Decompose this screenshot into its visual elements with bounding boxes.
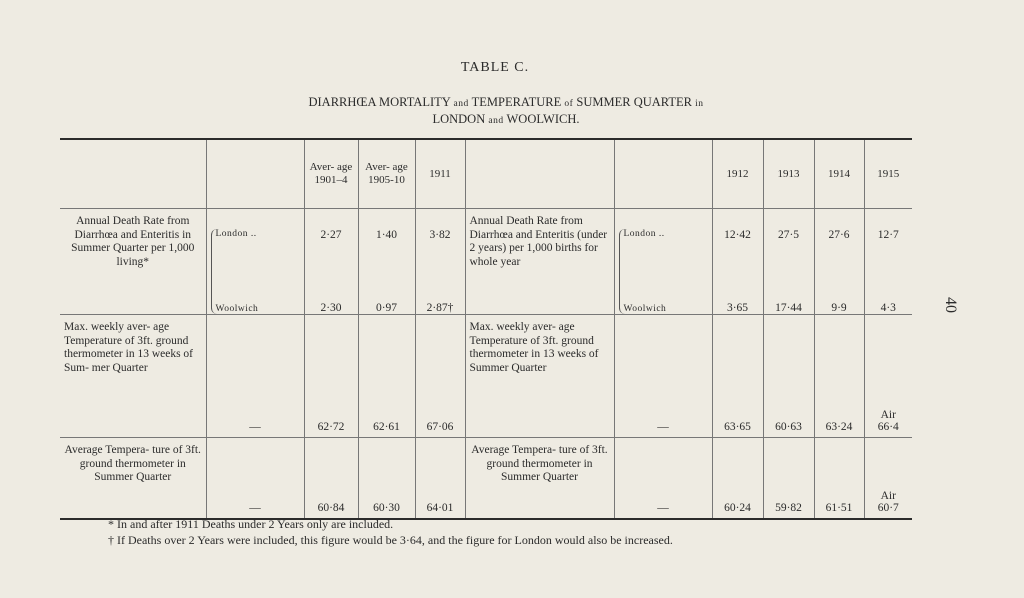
value-cell: 63·65 [712, 315, 763, 438]
value-cell [304, 209, 358, 315]
page-number: 40 [942, 297, 959, 313]
header-avg-1901-4: Aver- age 1901–4 [304, 139, 358, 209]
header-cell-blank [614, 139, 712, 209]
value-london: 27·5 [777, 229, 800, 241]
dash-cell: — [206, 315, 304, 438]
table-title: TABLE C. [460, 60, 530, 75]
subtitle-text: in [695, 99, 704, 109]
subtitle-text: of [564, 99, 574, 109]
value-stack [768, 229, 810, 314]
air-label: Air [880, 490, 896, 502]
row-label-death-rate: Annual Death Rate from Diarrhœa and Enteritis in Summer Quarter per 1,000 living* [60, 209, 206, 315]
value-stack [869, 229, 909, 314]
value-london: 1·40 [375, 229, 398, 241]
value-london: 12·42 [724, 229, 751, 241]
place-woolwich: Woolwich [623, 304, 667, 314]
table-subtitle [0, 95, 1012, 129]
value-woolwich: 17·44 [775, 302, 802, 314]
subtitle-line-1 [0, 95, 1012, 112]
place-london: London .. [215, 229, 257, 239]
value-cell: 61·51 [814, 438, 864, 520]
value-cell: 62·72 [304, 315, 358, 438]
value-cell: 60·63 [763, 315, 814, 438]
row-label-avg-temp-right: Average Tempera- ture of 3ft. ground thermometer in Summer Quarter [465, 438, 614, 520]
subtitle-text: WOOLWICH. [503, 112, 580, 126]
footnote-1: * In and after 1911 Deaths under 2 Years only are included. [108, 517, 394, 531]
value-cell [712, 209, 763, 315]
subtitle-text: SUMMER QUARTER [573, 95, 696, 109]
header-1913: 1913 [763, 139, 814, 209]
footnote-2: † If Deaths over 2 Years were included, this figure would be 3·64, and the figure for London would also be increased. [108, 533, 673, 547]
value-cell-air [864, 438, 912, 520]
value-stack [717, 229, 759, 314]
value-cell [415, 209, 465, 315]
mortality-temperature-table [60, 138, 912, 520]
dash-cell: — [614, 315, 712, 438]
value-cell: 60·24 [712, 438, 763, 520]
value-woolwich: 2·87† [426, 302, 454, 314]
header-cell-blank [60, 139, 206, 209]
table-row-avg-temp [60, 438, 912, 520]
place-cell [614, 209, 712, 315]
value-cell [864, 209, 912, 315]
dash-cell: — [206, 438, 304, 520]
value-stack [420, 229, 461, 314]
subtitle-line-2 [0, 112, 1012, 129]
subtitle-text: TEMPERATURE [468, 95, 565, 109]
value-cell [358, 209, 415, 315]
place-brace [211, 229, 300, 314]
value-stack [309, 229, 354, 314]
footnotes [108, 516, 673, 548]
place-cell [206, 209, 304, 315]
table-row-max-temp [60, 315, 912, 438]
value-cell: 59·82 [763, 438, 814, 520]
place-woolwich: Woolwich [215, 304, 259, 314]
value-cell [763, 209, 814, 315]
row-label-max-temp-right: Max. weekly aver- age Temperature of 3ft. ground thermometer in 13 weeks of Summer Quarter [465, 315, 614, 438]
header-cell-blank [465, 139, 614, 209]
place-london: London .. [623, 229, 665, 239]
dash-cell: — [614, 438, 712, 520]
value-stack [363, 229, 411, 314]
header-avg-1905-10: Aver- age 1905-10 [358, 139, 415, 209]
header-1915: 1915 [864, 139, 912, 209]
row-label-death-rate-under-2: Annual Death Rate from Diarrhœa and Enteritis (under 2 years) per 1,000 births for whole year [465, 209, 614, 315]
value-cell: 60·30 [358, 438, 415, 520]
header-1912: 1912 [712, 139, 763, 209]
value-cell: 60·84 [304, 438, 358, 520]
value-london: 12·7 [877, 229, 899, 241]
row-label-max-temp: Max. weekly aver- age Temperature of 3ft. ground thermometer in 13 weeks of Sum- mer Quarter [60, 315, 206, 438]
table-row-death-rate [60, 209, 912, 315]
value-cell: 62·61 [358, 315, 415, 438]
subtitle-text: and [488, 116, 504, 126]
value-woolwich: 3·65 [726, 302, 749, 314]
header-cell-blank [206, 139, 304, 209]
air-value: 60·7 [877, 502, 899, 514]
value-woolwich: 9·9 [831, 302, 847, 314]
place-brace [619, 229, 708, 314]
value-cell: 63·24 [814, 315, 864, 438]
value-london: 2·27 [320, 229, 342, 241]
subtitle-text: and [453, 99, 469, 109]
value-woolwich: 0·97 [375, 302, 398, 314]
air-value: 66·4 [877, 421, 899, 433]
value-stack [819, 229, 860, 314]
value-cell: 64·01 [415, 438, 465, 520]
value-cell [814, 209, 864, 315]
value-woolwich: 2·30 [320, 302, 342, 314]
value-woolwich: 4·3 [880, 302, 896, 314]
value-london: 3·82 [429, 229, 451, 241]
value-cell: 67·06 [415, 315, 465, 438]
value-london: 27·6 [828, 229, 850, 241]
header-1914: 1914 [814, 139, 864, 209]
row-label-avg-temp: Average Tempera- ture of 3ft. ground thermometer in Summer Quarter [60, 438, 206, 520]
value-cell-air [864, 315, 912, 438]
subtitle-text: LONDON [432, 112, 489, 126]
air-label: Air [880, 409, 896, 421]
subtitle-text: DIARRHŒA MORTALITY [308, 95, 454, 109]
header-row [60, 139, 912, 209]
header-1911: 1911 [415, 139, 465, 209]
